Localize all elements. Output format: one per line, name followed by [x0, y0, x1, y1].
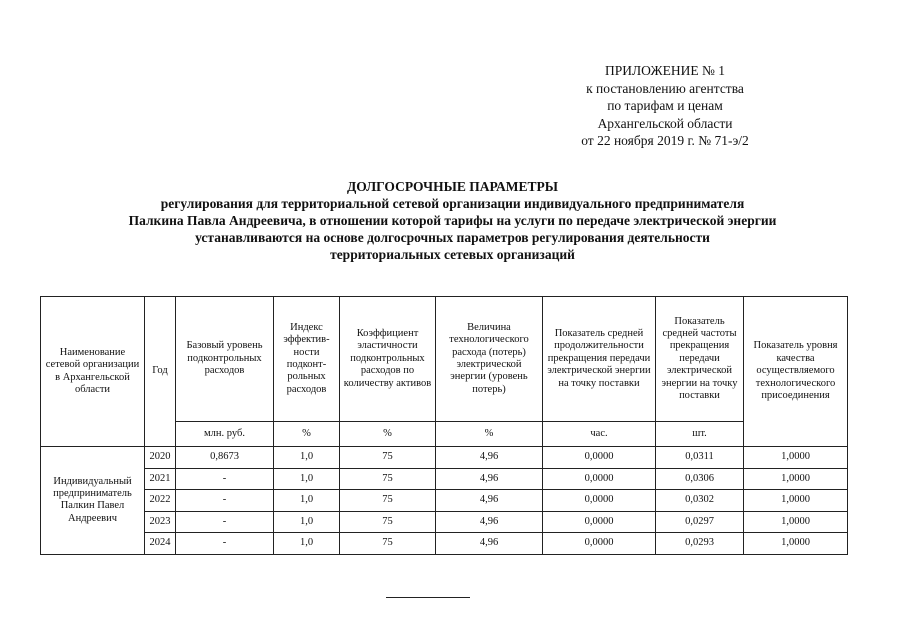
header-quality: Показатель уровня качества осуществляемого технологического присоединения — [744, 297, 848, 447]
document-title: ДОЛГОСРОЧНЫЕ ПАРАМЕТРЫ — [347, 179, 558, 194]
loss-cell: 4,96 — [436, 511, 543, 533]
index-cell: 1,0 — [274, 490, 340, 512]
coef-cell: 75 — [340, 447, 436, 469]
header-coef: Коэффициент эластичности подконтрольных расходов по количеству активов — [340, 297, 436, 422]
base-cell: - — [176, 490, 274, 512]
quality-cell: 1,0000 — [744, 511, 848, 533]
table-row — [41, 447, 848, 469]
header-org: Наименование сетевой организации в Архангельской области — [41, 297, 145, 447]
coef-cell: 75 — [340, 490, 436, 512]
loss-cell: 4,96 — [436, 468, 543, 490]
unit-frequency: шт. — [656, 422, 744, 447]
quality-cell: 1,0000 — [744, 490, 848, 512]
document-heading — [40, 178, 865, 263]
coef-cell: 75 — [340, 511, 436, 533]
base-cell: - — [176, 533, 274, 555]
duration-cell: 0,0000 — [543, 511, 656, 533]
duration-cell: 0,0000 — [543, 490, 656, 512]
header-loss: Величина технологического расхода (потерь) электрической энергии (уровень потерь) — [436, 297, 543, 422]
appendix-line: к постановлению агентства — [586, 80, 744, 96]
year-cell: 2022 — [145, 490, 176, 512]
year-cell: 2020 — [145, 447, 176, 469]
index-cell: 1,0 — [274, 447, 340, 469]
frequency-cell: 0,0311 — [656, 447, 744, 469]
quality-cell: 1,0000 — [744, 447, 848, 469]
document-subtitle-line: устанавливаются на основе долгосрочных параметров регулирования деятельности — [195, 230, 710, 245]
unit-index: % — [274, 422, 340, 447]
frequency-cell: 0,0302 — [656, 490, 744, 512]
duration-cell: 0,0000 — [543, 468, 656, 490]
coef-cell: 75 — [340, 533, 436, 555]
appendix-number: ПРИЛОЖЕНИЕ № 1 — [604, 63, 726, 78]
unit-loss: % — [436, 422, 543, 447]
appendix-date: от 22 ноября 2019 г. № 71-э/2 — [581, 133, 749, 148]
unit-base: млн. руб. — [176, 422, 274, 447]
year-cell: 2024 — [145, 533, 176, 555]
coef-cell: 75 — [340, 468, 436, 490]
header-row — [41, 297, 848, 422]
unit-duration: час. — [543, 422, 656, 447]
duration-cell: 0,0000 — [543, 447, 656, 469]
signature-line — [386, 597, 470, 598]
base-cell: 0,8673 — [176, 447, 274, 469]
header-frequency: Показатель средней частоты прекращения передачи электрической энергии на точку поставки — [656, 297, 744, 422]
base-cell: - — [176, 511, 274, 533]
year-cell: 2023 — [145, 511, 176, 533]
appendix-line: по тарифам и ценам — [607, 98, 723, 113]
duration-cell: 0,0000 — [543, 533, 656, 555]
frequency-cell: 0,0297 — [656, 511, 744, 533]
table-row — [41, 468, 848, 490]
appendix-line: Архангельской области — [597, 115, 733, 131]
appendix-block — [540, 62, 790, 150]
header-base: Базовый уровень подконтрольных расходов — [176, 297, 274, 422]
frequency-cell: 0,0306 — [656, 468, 744, 490]
org-name-cell: Индивидуальный предприниматель Палкин Павел Андреевич — [41, 447, 145, 555]
index-cell: 1,0 — [274, 511, 340, 533]
frequency-cell: 0,0293 — [656, 533, 744, 555]
index-cell: 1,0 — [274, 468, 340, 490]
document-subtitle-line: Палкина Павла Андреевича, в отношении которой тарифы на услуги по передаче электрической энергии — [128, 213, 777, 228]
loss-cell: 4,96 — [436, 533, 543, 555]
document-subtitle-line: регулирования для территориальной сетевой организации индивидуального предпринимателя — [160, 196, 745, 211]
parameters-table — [40, 296, 848, 555]
header-year: Год — [145, 297, 176, 447]
quality-cell: 1,0000 — [744, 468, 848, 490]
table-row — [41, 511, 848, 533]
year-cell: 2021 — [145, 468, 176, 490]
quality-cell: 1,0000 — [744, 533, 848, 555]
table-row — [41, 533, 848, 555]
loss-cell: 4,96 — [436, 447, 543, 469]
document-subtitle-line: территориальных сетевых организаций — [330, 247, 575, 262]
base-cell: - — [176, 468, 274, 490]
header-duration: Показатель средней продолжительности прекращения передачи электрической энергии на точку поставки — [543, 297, 656, 422]
unit-coef: % — [340, 422, 436, 447]
index-cell: 1,0 — [274, 533, 340, 555]
header-index: Индекс эффектив-ности подконт-рольных расходов — [274, 297, 340, 422]
loss-cell: 4,96 — [436, 490, 543, 512]
table-row — [41, 490, 848, 512]
